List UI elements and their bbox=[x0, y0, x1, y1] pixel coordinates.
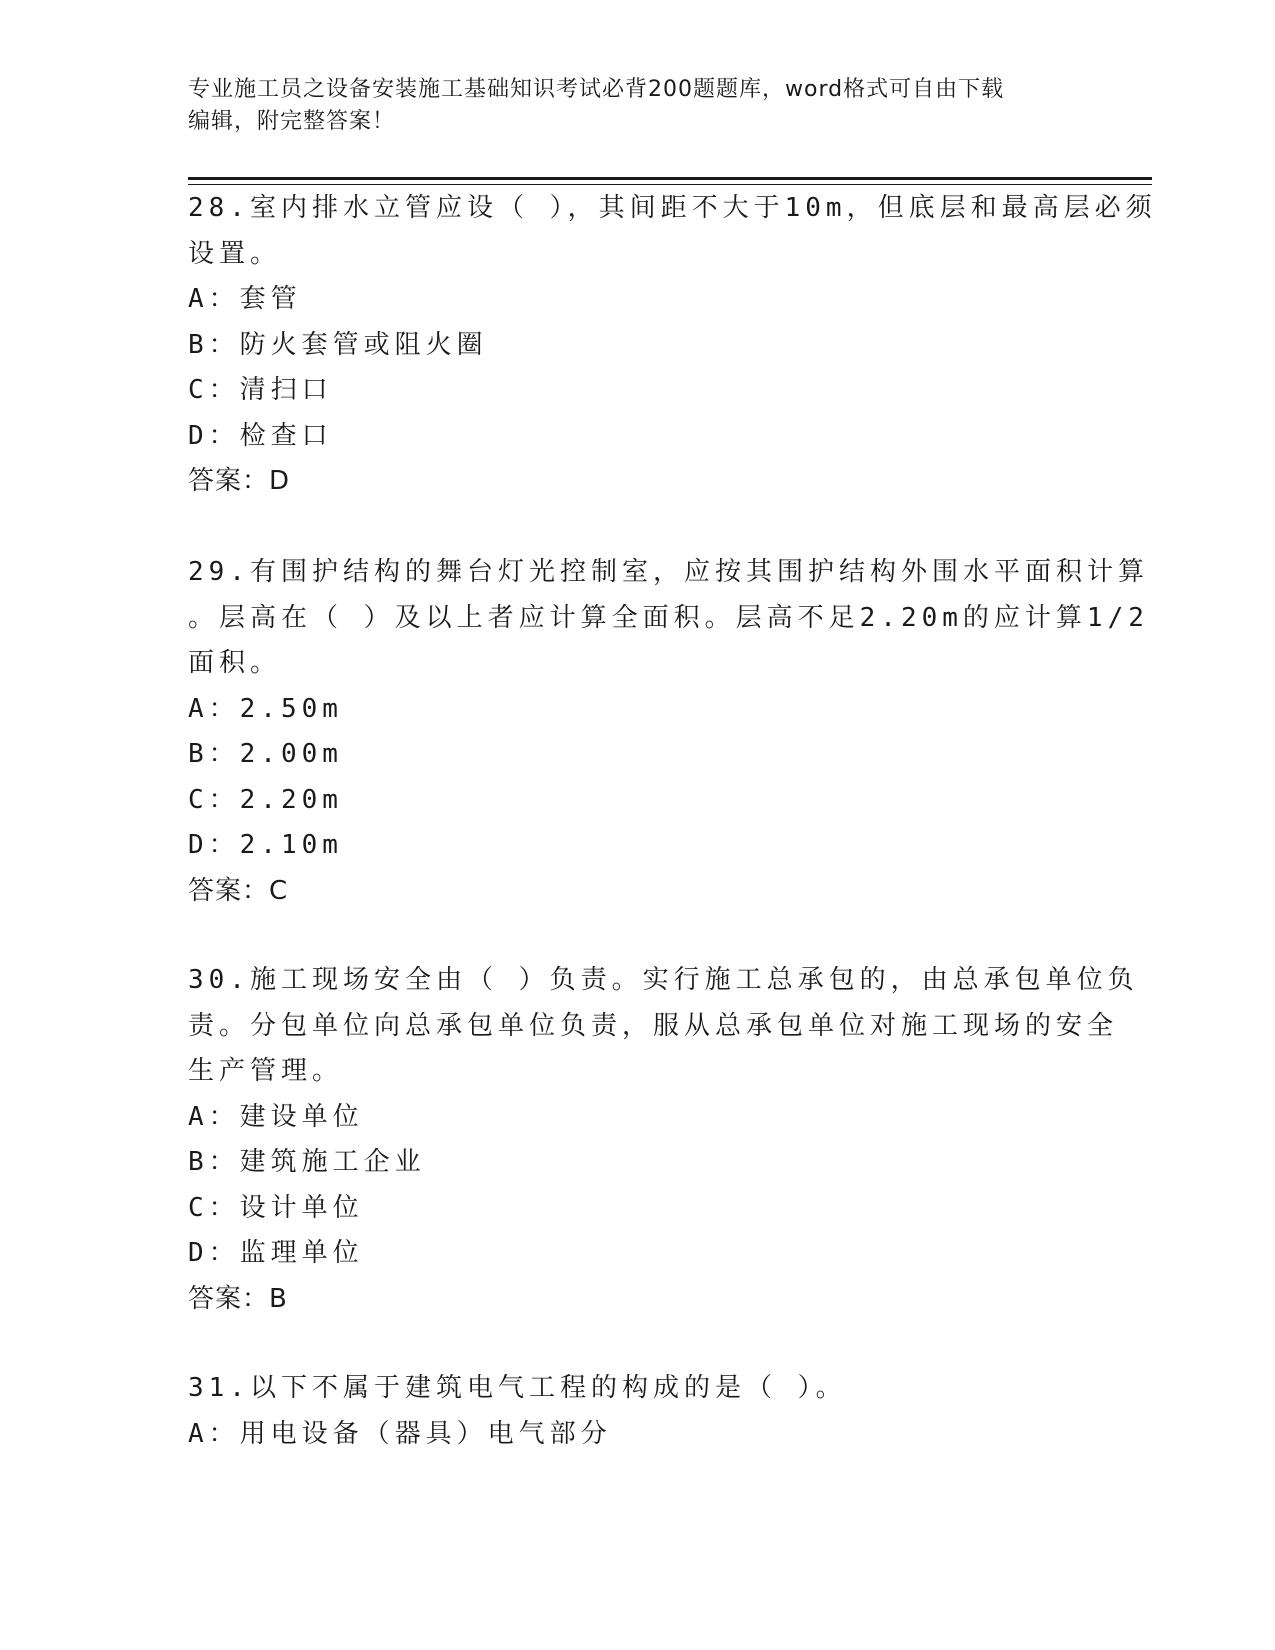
option-a: A：套管 bbox=[188, 284, 302, 314]
document-header bbox=[188, 74, 1088, 138]
question-31 bbox=[188, 1366, 1088, 1457]
option-c: C：2.20m bbox=[188, 784, 343, 815]
answer: 答案：D bbox=[188, 466, 291, 496]
question-text-line: 。层高在（ ）及以上者应计算全面积。层高不足2.20m的应计算1/2 bbox=[188, 602, 1149, 633]
option-d: D：监理单位 bbox=[188, 1238, 364, 1268]
header-divider-thin bbox=[188, 184, 1152, 185]
question-text-line: 29.有围护结构的舞台灯光控制室，应按其围护结构外围水平面积计算 bbox=[188, 557, 1149, 587]
question-text-line: 生产管理。 bbox=[188, 1056, 344, 1086]
option-d: D：检查口 bbox=[188, 420, 333, 451]
option-a: A：用电设备（器具）电气部分 bbox=[188, 1418, 612, 1449]
option-b: B：防火套管或阻火圈 bbox=[188, 329, 488, 360]
option-b: B：2.00m bbox=[188, 739, 343, 769]
option-a: A：2.50m bbox=[188, 693, 343, 724]
question-text-line: 28.室内排水立管应设（ ），其间距不大于10m，但底层和最高层必须 bbox=[188, 193, 1157, 223]
question-29 bbox=[188, 550, 1149, 914]
answer: 答案：B bbox=[188, 1283, 288, 1314]
header-line-1: 专业施工员之设备安装施工基础知识考试必背200题题库，word格式可自由下载 bbox=[188, 77, 1005, 102]
header-divider-thick bbox=[188, 177, 1152, 180]
option-a: A：建设单位 bbox=[188, 1101, 364, 1132]
question-text-line: 设置。 bbox=[188, 238, 282, 269]
question-28 bbox=[188, 186, 1157, 505]
option-d: D：2.10m bbox=[188, 830, 343, 860]
header-line-2: 编辑，附完整答案！ bbox=[188, 109, 396, 134]
option-c: C：清扫口 bbox=[188, 375, 333, 405]
option-c: C：设计单位 bbox=[188, 1192, 364, 1223]
question-text-line: 面积。 bbox=[188, 648, 282, 678]
option-b: B：建筑施工企业 bbox=[188, 1147, 426, 1177]
question-text-line: 责。分包单位向总承包单位负责，服从总承包单位对施工现场的安全 bbox=[188, 1010, 1119, 1041]
answer: 答案：C bbox=[188, 875, 289, 906]
question-30 bbox=[188, 958, 1139, 1322]
question-text-line: 30.施工现场安全由（ ）负责。实行施工总承包的，由总承包单位负 bbox=[188, 965, 1139, 995]
question-text-line: 31.以下不属于建筑电气工程的构成的是（ ）。 bbox=[188, 1373, 847, 1403]
